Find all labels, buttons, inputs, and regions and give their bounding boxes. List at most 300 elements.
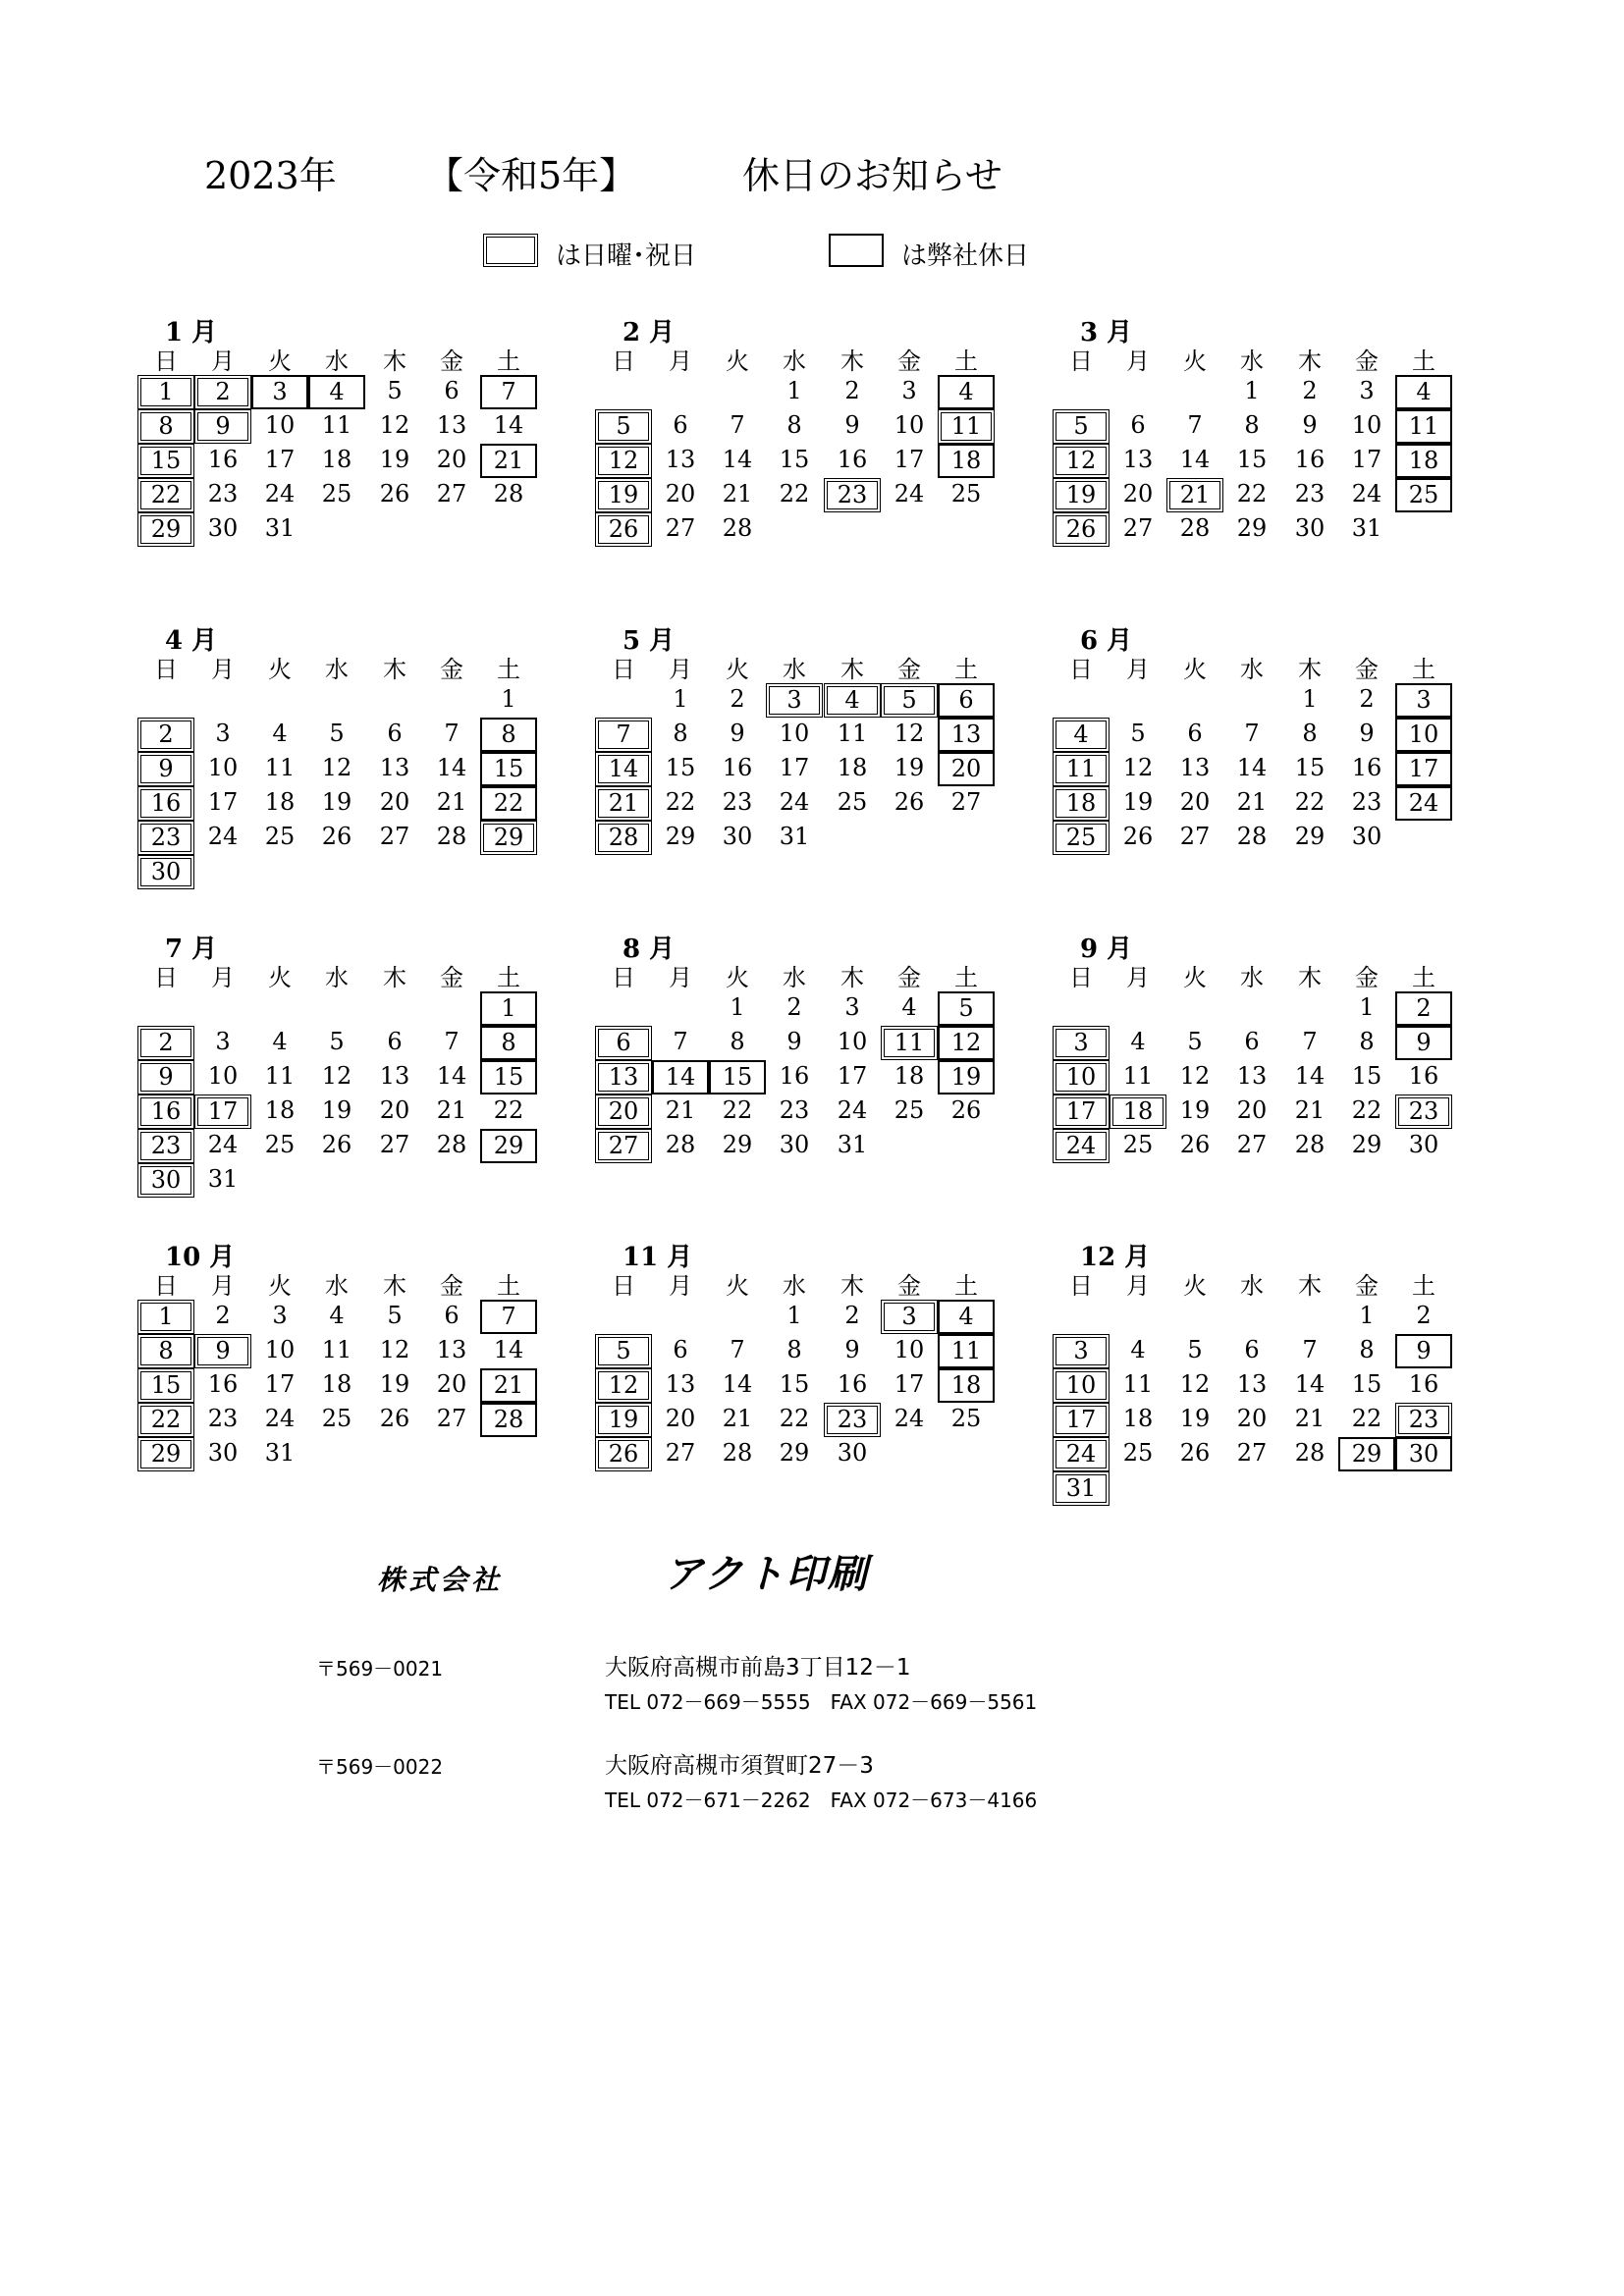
day-cell: 16 [1408,1370,1439,1398]
weekday-header: 土 [954,964,978,991]
weekday-header: 火 [726,1272,749,1300]
weekday-header: 木 [840,1272,864,1300]
weekday-header: 土 [1412,347,1435,375]
day-cell: 27 [379,1131,410,1158]
day-cell: 7 [1244,720,1260,747]
month-calendar [137,620,550,885]
holiday-day: 8 [137,409,194,444]
month-calendar [595,620,1007,885]
day-cell: 22 [779,480,810,507]
holiday-day: 15 [137,444,194,478]
day-cell: 19 [321,788,352,816]
day-cell: 5 [329,720,345,747]
day-cell: 9 [1359,720,1375,747]
month-calendar [1053,1237,1465,1502]
day-cell: 10 [779,720,810,747]
day-cell: 10 [264,1336,296,1363]
weekday-header: 月 [669,1272,692,1300]
weekday-header: 金 [1355,1272,1379,1300]
day-cell: 22 [779,1405,810,1432]
day-cell: 1 [1359,993,1375,1021]
month-title: 2 月 [623,318,676,347]
holiday-day: 17 [1053,1095,1110,1129]
company-kind: 株式会社 [377,1564,504,1596]
day-cell: 5 [1187,1028,1203,1055]
day-cell: 5 [387,377,403,404]
weekday-header: 水 [325,347,349,375]
day-cell: 26 [1179,1439,1211,1467]
holiday-day: 30 [137,855,194,889]
day-cell: 20 [1179,788,1211,816]
holiday-day: 12 [595,444,652,478]
holiday-day: 22 [137,1403,194,1437]
company-holiday-day: 29 [480,1129,537,1163]
holiday-day: 8 [137,1334,194,1368]
day-cell: 15 [779,1370,810,1398]
day-cell: 27 [436,1405,467,1432]
company-holiday-day: 8 [480,1026,537,1060]
day-cell: 18 [264,788,296,816]
weekday-header: 金 [440,964,463,991]
company-holiday-day: 5 [938,991,995,1026]
title-era: 【令和5年】 [426,154,637,197]
company-holiday-day: 3 [1395,683,1452,718]
weekday-header: 月 [211,1272,235,1300]
day-cell: 22 [1236,480,1268,507]
day-cell: 26 [1179,1131,1211,1158]
day-cell: 16 [837,446,868,473]
holiday-day: 21 [595,786,652,821]
company-holiday-day: 8 [480,718,537,752]
month-title: 4 月 [165,626,218,656]
day-cell: 18 [321,446,352,473]
holiday-day: 4 [1053,718,1110,752]
day-cell: 21 [1294,1096,1326,1124]
day-cell: 18 [264,1096,296,1124]
day-cell: 20 [1122,480,1154,507]
day-cell: 3 [844,993,860,1021]
month-calendar [137,1237,550,1502]
weekday-header: 火 [268,1272,292,1300]
holiday-day: 11 [1053,752,1110,786]
company-holiday-day: 15 [709,1060,766,1095]
company-holiday-day: 22 [480,786,537,821]
legend-holiday-swatch [483,234,538,267]
weekday-header: 土 [1412,656,1435,683]
holiday-day: 17 [1053,1403,1110,1437]
holiday-day: 13 [595,1060,652,1095]
holiday-day: 3 [881,1300,938,1334]
company-holiday-day: 9 [1395,1026,1452,1060]
weekday-header: 木 [1298,347,1322,375]
day-cell: 5 [387,1302,403,1329]
day-cell: 7 [730,1336,745,1363]
day-cell: 20 [436,446,467,473]
company-holiday-day: 4 [938,1300,995,1334]
day-cell: 28 [1179,514,1211,542]
weekday-header: 金 [1355,347,1379,375]
holiday-day: 30 [137,1163,194,1198]
day-cell: 4 [272,720,288,747]
holiday-day: 9 [137,752,194,786]
day-cell: 7 [1302,1336,1318,1363]
weekday-header: 火 [268,656,292,683]
day-cell: 26 [321,1131,352,1158]
day-cell: 30 [207,514,239,542]
day-cell: 31 [779,823,810,850]
company-holiday-day: 18 [938,444,995,478]
day-cell: 18 [837,754,868,781]
holiday-day: 15 [137,1368,194,1403]
day-cell: 28 [493,480,524,507]
holiday-day: 26 [1053,512,1110,547]
day-cell: 17 [264,446,296,473]
day-cell: 10 [264,411,296,439]
day-cell: 11 [837,720,868,747]
day-cell: 1 [730,993,745,1021]
company-holiday-day: 18 [1395,444,1452,478]
day-cell: 17 [893,446,925,473]
day-cell: 3 [901,377,917,404]
day-cell: 29 [1351,1131,1382,1158]
company-holiday-day: 30 [1395,1437,1452,1471]
day-cell: 20 [436,1370,467,1398]
holiday-day: 23 [824,478,881,512]
day-cell: 10 [893,1336,925,1363]
day-cell: 27 [1236,1439,1268,1467]
day-cell: 16 [1294,446,1326,473]
weekday-header: 金 [897,964,921,991]
weekday-header: 水 [783,656,806,683]
weekday-header: 火 [726,656,749,683]
day-cell: 31 [207,1165,239,1193]
day-cell: 25 [950,1405,982,1432]
company-holiday-day: 11 [938,1334,995,1368]
weekday-header: 火 [268,347,292,375]
holiday-day: 9 [194,409,251,444]
holiday-day: 10 [1053,1060,1110,1095]
day-cell: 2 [786,993,802,1021]
month-calendar [1053,620,1465,885]
company-holiday-day: 28 [480,1403,537,1437]
day-cell: 21 [722,480,753,507]
weekday-header: 日 [154,347,178,375]
day-cell: 26 [379,480,410,507]
page-title [0,145,1624,204]
day-cell: 21 [665,1096,696,1124]
day-cell: 25 [1122,1439,1154,1467]
day-cell: 16 [1408,1062,1439,1090]
day-cell: 2 [844,1302,860,1329]
day-cell: 8 [730,1028,745,1055]
day-cell: 22 [1351,1405,1382,1432]
day-cell: 12 [1122,754,1154,781]
day-cell: 3 [1359,377,1375,404]
month-title: 10 月 [165,1243,236,1272]
day-cell: 19 [1122,788,1154,816]
holiday-day: 23 [824,1403,881,1437]
day-cell: 19 [1179,1096,1211,1124]
day-cell: 30 [837,1439,868,1467]
company-holiday-day: 18 [938,1368,995,1403]
weekday-header: 木 [840,347,864,375]
day-cell: 5 [1187,1336,1203,1363]
day-cell: 21 [436,788,467,816]
weekday-header: 日 [612,1272,635,1300]
day-cell: 19 [321,1096,352,1124]
day-cell: 19 [379,1370,410,1398]
day-cell: 6 [387,1028,403,1055]
day-cell: 13 [379,754,410,781]
holiday-day: 4 [824,683,881,718]
day-cell: 15 [1236,446,1268,473]
day-cell: 27 [1122,514,1154,542]
weekday-header: 月 [211,964,235,991]
weekday-header: 水 [783,1272,806,1300]
holiday-day: 28 [595,821,652,855]
day-cell: 13 [1122,446,1154,473]
weekday-header: 木 [383,964,406,991]
day-cell: 3 [272,1302,288,1329]
holiday-day: 12 [1053,444,1110,478]
company-holiday-day: 17 [1395,752,1452,786]
day-cell: 1 [1359,1302,1375,1329]
day-cell: 1 [673,685,688,713]
day-cell: 26 [321,823,352,850]
day-cell: 31 [264,1439,296,1467]
day-cell: 8 [786,411,802,439]
month-title: 8 月 [623,934,676,964]
day-cell: 29 [1236,514,1268,542]
day-cell: 25 [950,480,982,507]
day-cell: 7 [444,1028,460,1055]
day-cell: 31 [264,514,296,542]
day-cell: 2 [1359,685,1375,713]
day-cell: 6 [444,377,460,404]
weekday-header: 月 [1126,1272,1150,1300]
weekday-header: 水 [1240,964,1264,991]
holiday-day: 19 [1053,478,1110,512]
holiday-day: 22 [137,478,194,512]
day-cell: 8 [1302,720,1318,747]
day-cell: 23 [207,480,239,507]
weekday-header: 水 [783,347,806,375]
day-cell: 31 [837,1131,868,1158]
day-cell: 20 [379,1096,410,1124]
weekday-header: 土 [497,347,520,375]
day-cell: 12 [893,720,925,747]
weekday-header: 日 [612,964,635,991]
holiday-day: 14 [595,752,652,786]
day-cell: 25 [264,1131,296,1158]
day-cell: 14 [436,754,467,781]
holiday-day: 23 [137,821,194,855]
day-cell: 24 [207,1131,239,1158]
month-calendar [137,929,550,1194]
weekday-header: 金 [440,656,463,683]
company-holiday-day: 14 [652,1060,709,1095]
day-cell: 6 [1187,720,1203,747]
company-holiday-day: 25 [1395,478,1452,512]
office-address: 大阪府高槻市前島3丁目12－1 [605,1655,911,1681]
weekday-header: 水 [783,964,806,991]
day-cell: 10 [837,1028,868,1055]
holiday-day: 29 [480,821,537,855]
day-cell: 20 [665,480,696,507]
weekday-header: 土 [954,1272,978,1300]
day-cell: 25 [264,823,296,850]
day-cell: 9 [786,1028,802,1055]
weekday-header: 月 [669,656,692,683]
weekday-header: 水 [1240,656,1264,683]
weekday-header: 金 [1355,964,1379,991]
month-title: 3 月 [1080,318,1133,347]
weekday-header: 火 [1183,656,1207,683]
company-holiday-day: 21 [480,444,537,478]
day-cell: 14 [1294,1062,1326,1090]
day-cell: 16 [722,754,753,781]
day-cell: 21 [1294,1405,1326,1432]
company-holiday-day: 10 [1395,718,1452,752]
day-cell: 28 [722,514,753,542]
holiday-day: 23 [1395,1403,1452,1437]
holiday-day: 16 [137,1095,194,1129]
holiday-day: 11 [881,1026,938,1060]
day-cell: 30 [779,1131,810,1158]
day-cell: 30 [1351,823,1382,850]
day-cell: 30 [1294,514,1326,542]
company-holiday-day: 2 [1395,991,1452,1026]
day-cell: 24 [893,480,925,507]
weekday-header: 土 [954,347,978,375]
weekday-header: 金 [440,1272,463,1300]
day-cell: 24 [264,480,296,507]
holiday-day: 3 [1053,1334,1110,1368]
holiday-day: 5 [1053,409,1110,444]
day-cell: 28 [436,823,467,850]
weekday-header: 金 [897,1272,921,1300]
day-cell: 15 [779,446,810,473]
day-cell: 3 [215,720,231,747]
company-holiday-day: 29 [1338,1437,1395,1471]
day-cell: 13 [665,1370,696,1398]
month-calendar [595,929,1007,1194]
day-cell: 27 [950,788,982,816]
day-cell: 29 [779,1439,810,1467]
legend-holiday-label: は日曜･祝日 [556,241,697,271]
legend-company-swatch [829,234,884,267]
company-holiday-day: 6 [938,683,995,718]
month-calendar [1053,929,1465,1194]
day-cell: 6 [673,1336,688,1363]
day-cell: 23 [779,1096,810,1124]
day-cell: 10 [1351,411,1382,439]
day-cell: 25 [321,480,352,507]
weekday-header: 日 [154,1272,178,1300]
day-cell: 10 [207,754,239,781]
company-holiday-day: 7 [480,375,537,409]
day-cell: 28 [1294,1131,1326,1158]
weekday-header: 金 [897,347,921,375]
day-cell: 17 [779,754,810,781]
holiday-day: 25 [1053,821,1110,855]
day-cell: 27 [1236,1131,1268,1158]
holiday-day: 6 [595,1026,652,1060]
weekday-header: 月 [211,347,235,375]
holiday-day: 9 [137,1060,194,1095]
company-holiday-day: 3 [251,375,308,409]
day-cell: 15 [1294,754,1326,781]
holiday-day: 19 [595,1403,652,1437]
company-name: アクト印刷 [664,1552,869,1597]
day-cell: 11 [321,411,352,439]
holiday-day: 23 [1395,1095,1452,1129]
day-cell: 23 [207,1405,239,1432]
day-cell: 25 [321,1405,352,1432]
holiday-day: 10 [1053,1368,1110,1403]
day-cell: 16 [779,1062,810,1090]
day-cell: 10 [893,411,925,439]
day-cell: 28 [436,1131,467,1158]
day-cell: 17 [893,1370,925,1398]
day-cell: 11 [264,754,296,781]
day-cell: 12 [379,1336,410,1363]
day-cell: 24 [837,1096,868,1124]
weekday-header: 月 [669,347,692,375]
day-cell: 28 [1236,823,1268,850]
day-cell: 24 [264,1405,296,1432]
company-holiday-day: 9 [1395,1334,1452,1368]
day-cell: 12 [321,754,352,781]
day-cell: 24 [1351,480,1382,507]
weekday-header: 日 [154,964,178,991]
holiday-day: 19 [595,478,652,512]
day-cell: 19 [379,446,410,473]
day-cell: 28 [1294,1439,1326,1467]
month-title: 6 月 [1080,626,1133,656]
day-cell: 12 [1179,1062,1211,1090]
day-cell: 26 [950,1096,982,1124]
month-title: 1 月 [165,318,218,347]
day-cell: 21 [722,1405,753,1432]
weekday-header: 木 [1298,656,1322,683]
day-cell: 26 [1122,823,1154,850]
day-cell: 27 [665,1439,696,1467]
holiday-day: 3 [1053,1026,1110,1060]
holiday-day: 29 [137,1437,194,1471]
holiday-day: 26 [595,1437,652,1471]
day-cell: 1 [501,685,516,713]
office-contact: TEL 072－671－2262 FAX 072－673－4166 [605,1789,1038,1812]
day-cell: 14 [722,1370,753,1398]
weekday-header: 土 [954,656,978,683]
holiday-day: 21 [1166,478,1223,512]
day-cell: 1 [1244,377,1260,404]
day-cell: 24 [893,1405,925,1432]
holiday-day: 2 [137,718,194,752]
day-cell: 21 [1236,788,1268,816]
company-holiday-day: 24 [1395,786,1452,821]
day-cell: 19 [893,754,925,781]
day-cell: 8 [786,1336,802,1363]
weekday-header: 火 [1183,347,1207,375]
day-cell: 30 [207,1439,239,1467]
company-holiday-day: 20 [938,752,995,786]
day-cell: 28 [665,1131,696,1158]
weekday-header: 金 [1355,656,1379,683]
month-calendar [137,312,550,577]
weekday-header: 月 [211,656,235,683]
